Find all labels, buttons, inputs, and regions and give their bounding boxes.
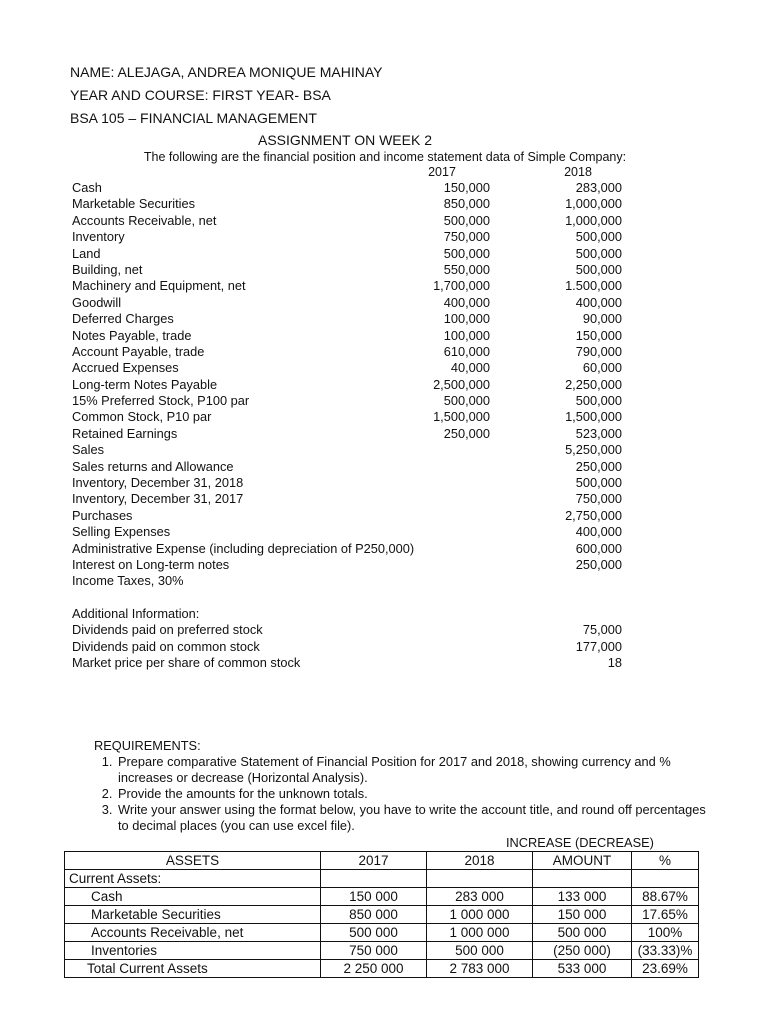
year-course: YEAR AND COURSE: FIRST YEAR- BSA (70, 87, 331, 103)
header-assets: ASSETS (65, 852, 321, 870)
value-2018: 500,000 (575, 229, 622, 245)
row-2018: 2 783 000 (427, 960, 533, 978)
additional-value: 75,000 (582, 622, 622, 638)
value-2018: 1,000,000 (565, 196, 622, 212)
financial-position-table (64, 851, 699, 978)
account-row (72, 573, 632, 589)
value-2017: 100,000 (443, 327, 490, 343)
account-row (72, 180, 632, 196)
account-row (72, 508, 632, 524)
column-header-2017: 2017 (428, 165, 456, 179)
account-row (72, 262, 632, 278)
account-label: Sales returns and Allowance (72, 458, 234, 474)
account-label: Cash (72, 180, 102, 195)
accounts-list (72, 180, 632, 590)
value-2018: 500,000 (575, 261, 622, 277)
header-amount: AMOUNT (533, 852, 632, 870)
table-section-row (65, 870, 699, 888)
row-amount: 533 000 (533, 960, 632, 978)
account-label: Retained Earnings (72, 425, 178, 441)
account-label: Accrued Expenses (72, 360, 179, 376)
empty-cell (427, 870, 533, 888)
account-row (72, 491, 632, 507)
value-2018: 250,000 (575, 458, 622, 474)
assignment-title: ASSIGNMENT ON WEEK 2 (258, 132, 432, 148)
value-2017: 250,000 (443, 425, 490, 441)
account-row (72, 541, 632, 557)
value-2018: 283,000 (575, 180, 622, 195)
account-label: Interest on Long-term notes (72, 556, 230, 572)
student-name: NAME: ALEJAGA, ANDREA MONIQUE MAHINAY (70, 64, 383, 80)
row-amount: 133 000 (533, 888, 632, 906)
empty-cell (632, 870, 699, 888)
additional-heading-row (72, 606, 632, 622)
additional-value: 18 (607, 655, 622, 671)
account-row (72, 393, 632, 409)
empty-cell (533, 870, 632, 888)
additional-label: Market price per share of common stock (72, 655, 301, 671)
row-2017: 850 000 (321, 906, 427, 924)
requirements-list (94, 754, 714, 834)
account-label: Goodwill (72, 294, 122, 310)
row-amount: (250 000) (533, 942, 632, 960)
row-2018: 283 000 (427, 888, 533, 906)
value-2018: 500,000 (575, 245, 622, 261)
account-row (72, 557, 632, 573)
row-percent: 17.65% (632, 906, 699, 924)
subject-line: BSA 105 – FINANCIAL MANAGEMENT (70, 110, 317, 126)
value-2017: 40,000 (450, 360, 490, 376)
row-2017: 750 000 (321, 942, 427, 960)
account-label: Purchases (72, 507, 133, 523)
additional-value: 177,000 (575, 638, 622, 654)
account-label: Long-term Notes Payable (72, 376, 218, 392)
empty-cell (321, 870, 427, 888)
additional-row (72, 655, 632, 671)
account-label: Income Taxes, 30% (72, 573, 184, 589)
requirements-heading: REQUIREMENTS: (94, 738, 201, 753)
row-label: Marketable Securities (65, 906, 321, 924)
additional-row (72, 622, 632, 638)
value-2017: 500,000 (443, 393, 490, 409)
account-row (72, 278, 632, 294)
account-label: Machinery and Equipment, net (72, 278, 246, 294)
row-2018: 1 000 000 (427, 924, 533, 942)
value-2018: 400,000 (575, 294, 622, 310)
value-2018: 250,000 (575, 556, 622, 572)
value-2017: 750,000 (443, 229, 490, 245)
row-2018: 500 000 (427, 942, 533, 960)
value-2017: 1,700,000 (433, 278, 490, 294)
row-label: Inventories (65, 942, 321, 960)
value-2018: 500,000 (575, 393, 622, 409)
requirements-section (94, 738, 714, 834)
row-amount: 500 000 (533, 924, 632, 942)
row-percent: 88.67% (632, 888, 699, 906)
table-total-row (65, 960, 699, 978)
row-percent: (33.33)% (632, 942, 699, 960)
account-row (72, 344, 632, 360)
row-2018: 1 000 000 (427, 906, 533, 924)
value-2018: 1,000,000 (565, 212, 622, 228)
requirement-item: 3. Write your answer using the format below, you have to write the account title, and round off percentages to decimal places (you can use excel file). (116, 802, 714, 834)
value-2018: 523,000 (575, 425, 622, 441)
requirement-item: 2. Provide the amounts for the unknown totals. (116, 786, 714, 802)
value-2017: 500,000 (443, 212, 490, 228)
value-2018: 1,500,000 (565, 409, 622, 425)
value-2018: 5,250,000 (565, 442, 622, 458)
table-row (65, 942, 699, 960)
value-2017: 550,000 (443, 261, 490, 277)
column-header-2018: 2018 (564, 165, 592, 179)
value-2018: 790,000 (575, 343, 622, 359)
header-2017: 2017 (321, 852, 427, 870)
value-2018: 60,000 (582, 360, 622, 376)
account-label: Marketable Securities (72, 196, 196, 212)
account-label: Accounts Receivable, net (72, 212, 217, 228)
value-2018: 1.500,000 (565, 278, 622, 294)
account-row (72, 311, 632, 327)
account-row (72, 360, 632, 376)
account-row (72, 295, 632, 311)
account-label: Land (72, 245, 101, 261)
account-row (72, 213, 632, 229)
value-2017: 1,500,000 (433, 409, 490, 425)
account-row (72, 459, 632, 475)
increase-decrease-label: INCREASE (DECREASE) (506, 835, 654, 850)
value-2017: 500,000 (443, 245, 490, 261)
account-row (72, 524, 632, 540)
additional-heading: Additional Information: (72, 606, 200, 621)
row-label: Cash (65, 888, 321, 906)
account-label: Building, net (72, 261, 143, 277)
row-label: Total Current Assets (65, 960, 321, 978)
table-row (65, 888, 699, 906)
account-row (72, 377, 632, 393)
account-label: 15% Preferred Stock, P100 par (72, 393, 250, 409)
intro-text: The following are the financial position and income statement data of Simple Company: (143, 150, 627, 164)
header-percent: % (632, 852, 699, 870)
account-row (72, 442, 632, 458)
additional-information (72, 606, 632, 672)
account-row (72, 409, 632, 425)
account-label: Sales (72, 442, 105, 458)
table-row (65, 906, 699, 924)
value-2017: 610,000 (443, 343, 490, 359)
value-2018: 500,000 (575, 475, 622, 491)
section-label: Current Assets: (65, 870, 321, 888)
value-2017: 400,000 (443, 294, 490, 310)
value-2018: 2,750,000 (565, 507, 622, 523)
account-label: Inventory (72, 229, 125, 245)
value-2018: 90,000 (582, 311, 622, 327)
account-row (72, 328, 632, 344)
table-row (65, 924, 699, 942)
account-label: Administrative Expense (including depreciation of P250,000) (72, 540, 415, 556)
row-percent: 23.69% (632, 960, 699, 978)
account-row (72, 426, 632, 442)
row-2017: 2 250 000 (321, 960, 427, 978)
value-2018: 600,000 (575, 540, 622, 556)
value-2017: 850,000 (443, 196, 490, 212)
row-label: Accounts Receivable, net (65, 924, 321, 942)
value-2018: 2,250,000 (565, 376, 622, 392)
requirement-item: 1. Prepare comparative Statement of Financial Position for 2017 and 2018, showing currency and % increases or decrease (Horizontal Analysis). (116, 754, 714, 786)
row-2017: 150 000 (321, 888, 427, 906)
account-label: Common Stock, P10 par (72, 409, 212, 425)
table-header-row (65, 852, 699, 870)
header-2018: 2018 (427, 852, 533, 870)
account-label: Deferred Charges (72, 311, 174, 327)
account-label: Inventory, December 31, 2017 (72, 491, 244, 507)
value-2018: 150,000 (575, 327, 622, 343)
account-row (72, 196, 632, 212)
account-row (72, 229, 632, 245)
account-row (72, 475, 632, 491)
account-label: Selling Expenses (72, 524, 171, 540)
account-row (72, 246, 632, 262)
value-2017: 100,000 (443, 311, 490, 327)
additional-label: Dividends paid on preferred stock (72, 622, 263, 638)
row-amount: 150 000 (533, 906, 632, 924)
additional-row (72, 639, 632, 655)
account-label: Notes Payable, trade (72, 327, 192, 343)
account-label: Account Payable, trade (72, 343, 205, 359)
value-2018: 750,000 (575, 491, 622, 507)
value-2017: 150,000 (443, 180, 490, 195)
additional-label: Dividends paid on common stock (72, 638, 260, 654)
value-2017: 2,500,000 (433, 376, 490, 392)
account-label: Inventory, December 31, 2018 (72, 475, 244, 491)
value-2018: 400,000 (575, 524, 622, 540)
row-2017: 500 000 (321, 924, 427, 942)
row-percent: 100% (632, 924, 699, 942)
